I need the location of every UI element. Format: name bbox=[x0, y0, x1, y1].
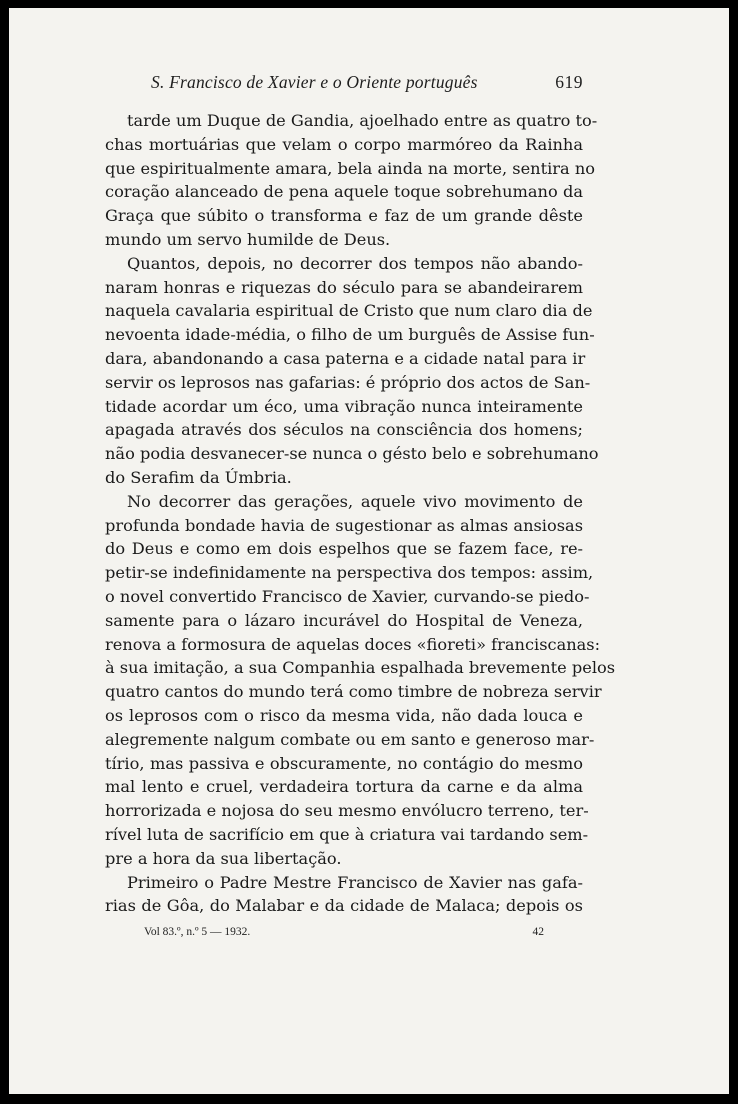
text-line: renova a formosura de aquelas doces «fioreti» franciscanas: bbox=[105, 634, 601, 654]
text-line: Primeiro o Padre Mestre Francisco de Xavier nas gafa- bbox=[127, 872, 583, 892]
text-line: que espiritualmente amara, bela ainda na morte, sentira no bbox=[105, 158, 595, 178]
text-line: samente para o lázaro incurável do Hospital de Veneza, bbox=[105, 610, 583, 630]
text-line: rível luta de sacrifício em que à criatura vai tardando sem- bbox=[105, 824, 589, 844]
text-line: naram honras e riquezas do século para se abandeirarem bbox=[105, 277, 583, 297]
text-line: quatro cantos do mundo terá como timbre de nobreza servir bbox=[105, 682, 602, 702]
text-line: o novel convertido Francisco de Xavier, curvando-se piedo- bbox=[105, 586, 590, 606]
text-line: servir os leprosos nas gafarias: é próprio dos actos de San- bbox=[105, 372, 591, 392]
paragraph bbox=[105, 109, 598, 252]
text-line: tírio, mas passiva e obscuramente, no contágio do mesmo bbox=[105, 753, 583, 773]
text-line: Quantos, depois, no decorrer dos tempos não abando- bbox=[127, 253, 583, 273]
text-line: não podia desvanecer-se nunca o gésto belo e sobrehumano bbox=[105, 444, 599, 464]
text-line: do Serafim da Úmbria. bbox=[105, 467, 292, 487]
signature-mark: 42 bbox=[532, 926, 544, 938]
page-number: 619 bbox=[555, 72, 583, 92]
text-line: do Deus e como em dois espelhos que se fazem face, re- bbox=[105, 539, 583, 559]
text-line: Graça que súbito o transforma e faz de um grande dêste bbox=[105, 206, 583, 226]
paragraph bbox=[105, 490, 616, 871]
page-footer bbox=[144, 926, 544, 938]
text-line: petir-se indefinidamente na perspectiva dos tempos: assim, bbox=[105, 563, 594, 583]
text-line: coração alanceado de pena aquele toque sobrehumano da bbox=[105, 182, 583, 202]
paragraph bbox=[105, 871, 583, 919]
text-line: tarde um Duque de Gandia, ajoelhado entre as quatro to- bbox=[127, 111, 598, 130]
text-line: mal lento e cruel, verdadeira tortura da carne e da alma bbox=[105, 777, 583, 797]
text-line: alegremente nalgum combate ou em santo e generoso mar- bbox=[105, 729, 595, 749]
text-line: rias de Gôa, do Malabar e da cidade de Malaca; depois os bbox=[105, 896, 583, 916]
text-line: à sua imitação, a sua Companhia espalhada brevemente pelos bbox=[105, 658, 616, 678]
paragraph bbox=[105, 252, 599, 490]
text-line: os leprosos com o risco da mesma vida, não dada louca e bbox=[105, 705, 583, 725]
text-line: tidade acordar um éco, uma vibração nunca inteiramente bbox=[105, 396, 583, 416]
text-line: mundo um servo humilde de Deus. bbox=[105, 229, 391, 249]
text-line: No decorrer das gerações, aquele vivo movimento de bbox=[127, 491, 583, 511]
running-title: S. Francisco de Xavier e o Oriente português bbox=[151, 72, 478, 92]
text-line: chas mortuárias que velam o corpo marmóreo da Rainha bbox=[105, 134, 583, 154]
body-text bbox=[105, 109, 616, 918]
text-line: nevoenta idade-média, o filho de um burguês de Assise fun- bbox=[105, 325, 595, 345]
text-line: profunda bondade havia de sugestionar as almas ansiosas bbox=[105, 515, 583, 535]
book-page bbox=[9, 8, 729, 1094]
text-line: horrorizada e nojosa do seu mesmo envólucro terreno, ter- bbox=[105, 801, 589, 821]
text-line: apagada através dos séculos na consciência dos homens; bbox=[105, 420, 583, 440]
page-header bbox=[151, 72, 583, 93]
volume-line: Vol 83.º, n.º 5 — 1932. bbox=[144, 926, 251, 938]
text-line: pre a hora da sua libertação. bbox=[105, 848, 342, 868]
text-line: dara, abandonando a casa paterna e a cidade natal para ir bbox=[105, 348, 586, 368]
text-line: naquela cavalaria espiritual de Cristo que num claro dia de bbox=[105, 301, 593, 321]
